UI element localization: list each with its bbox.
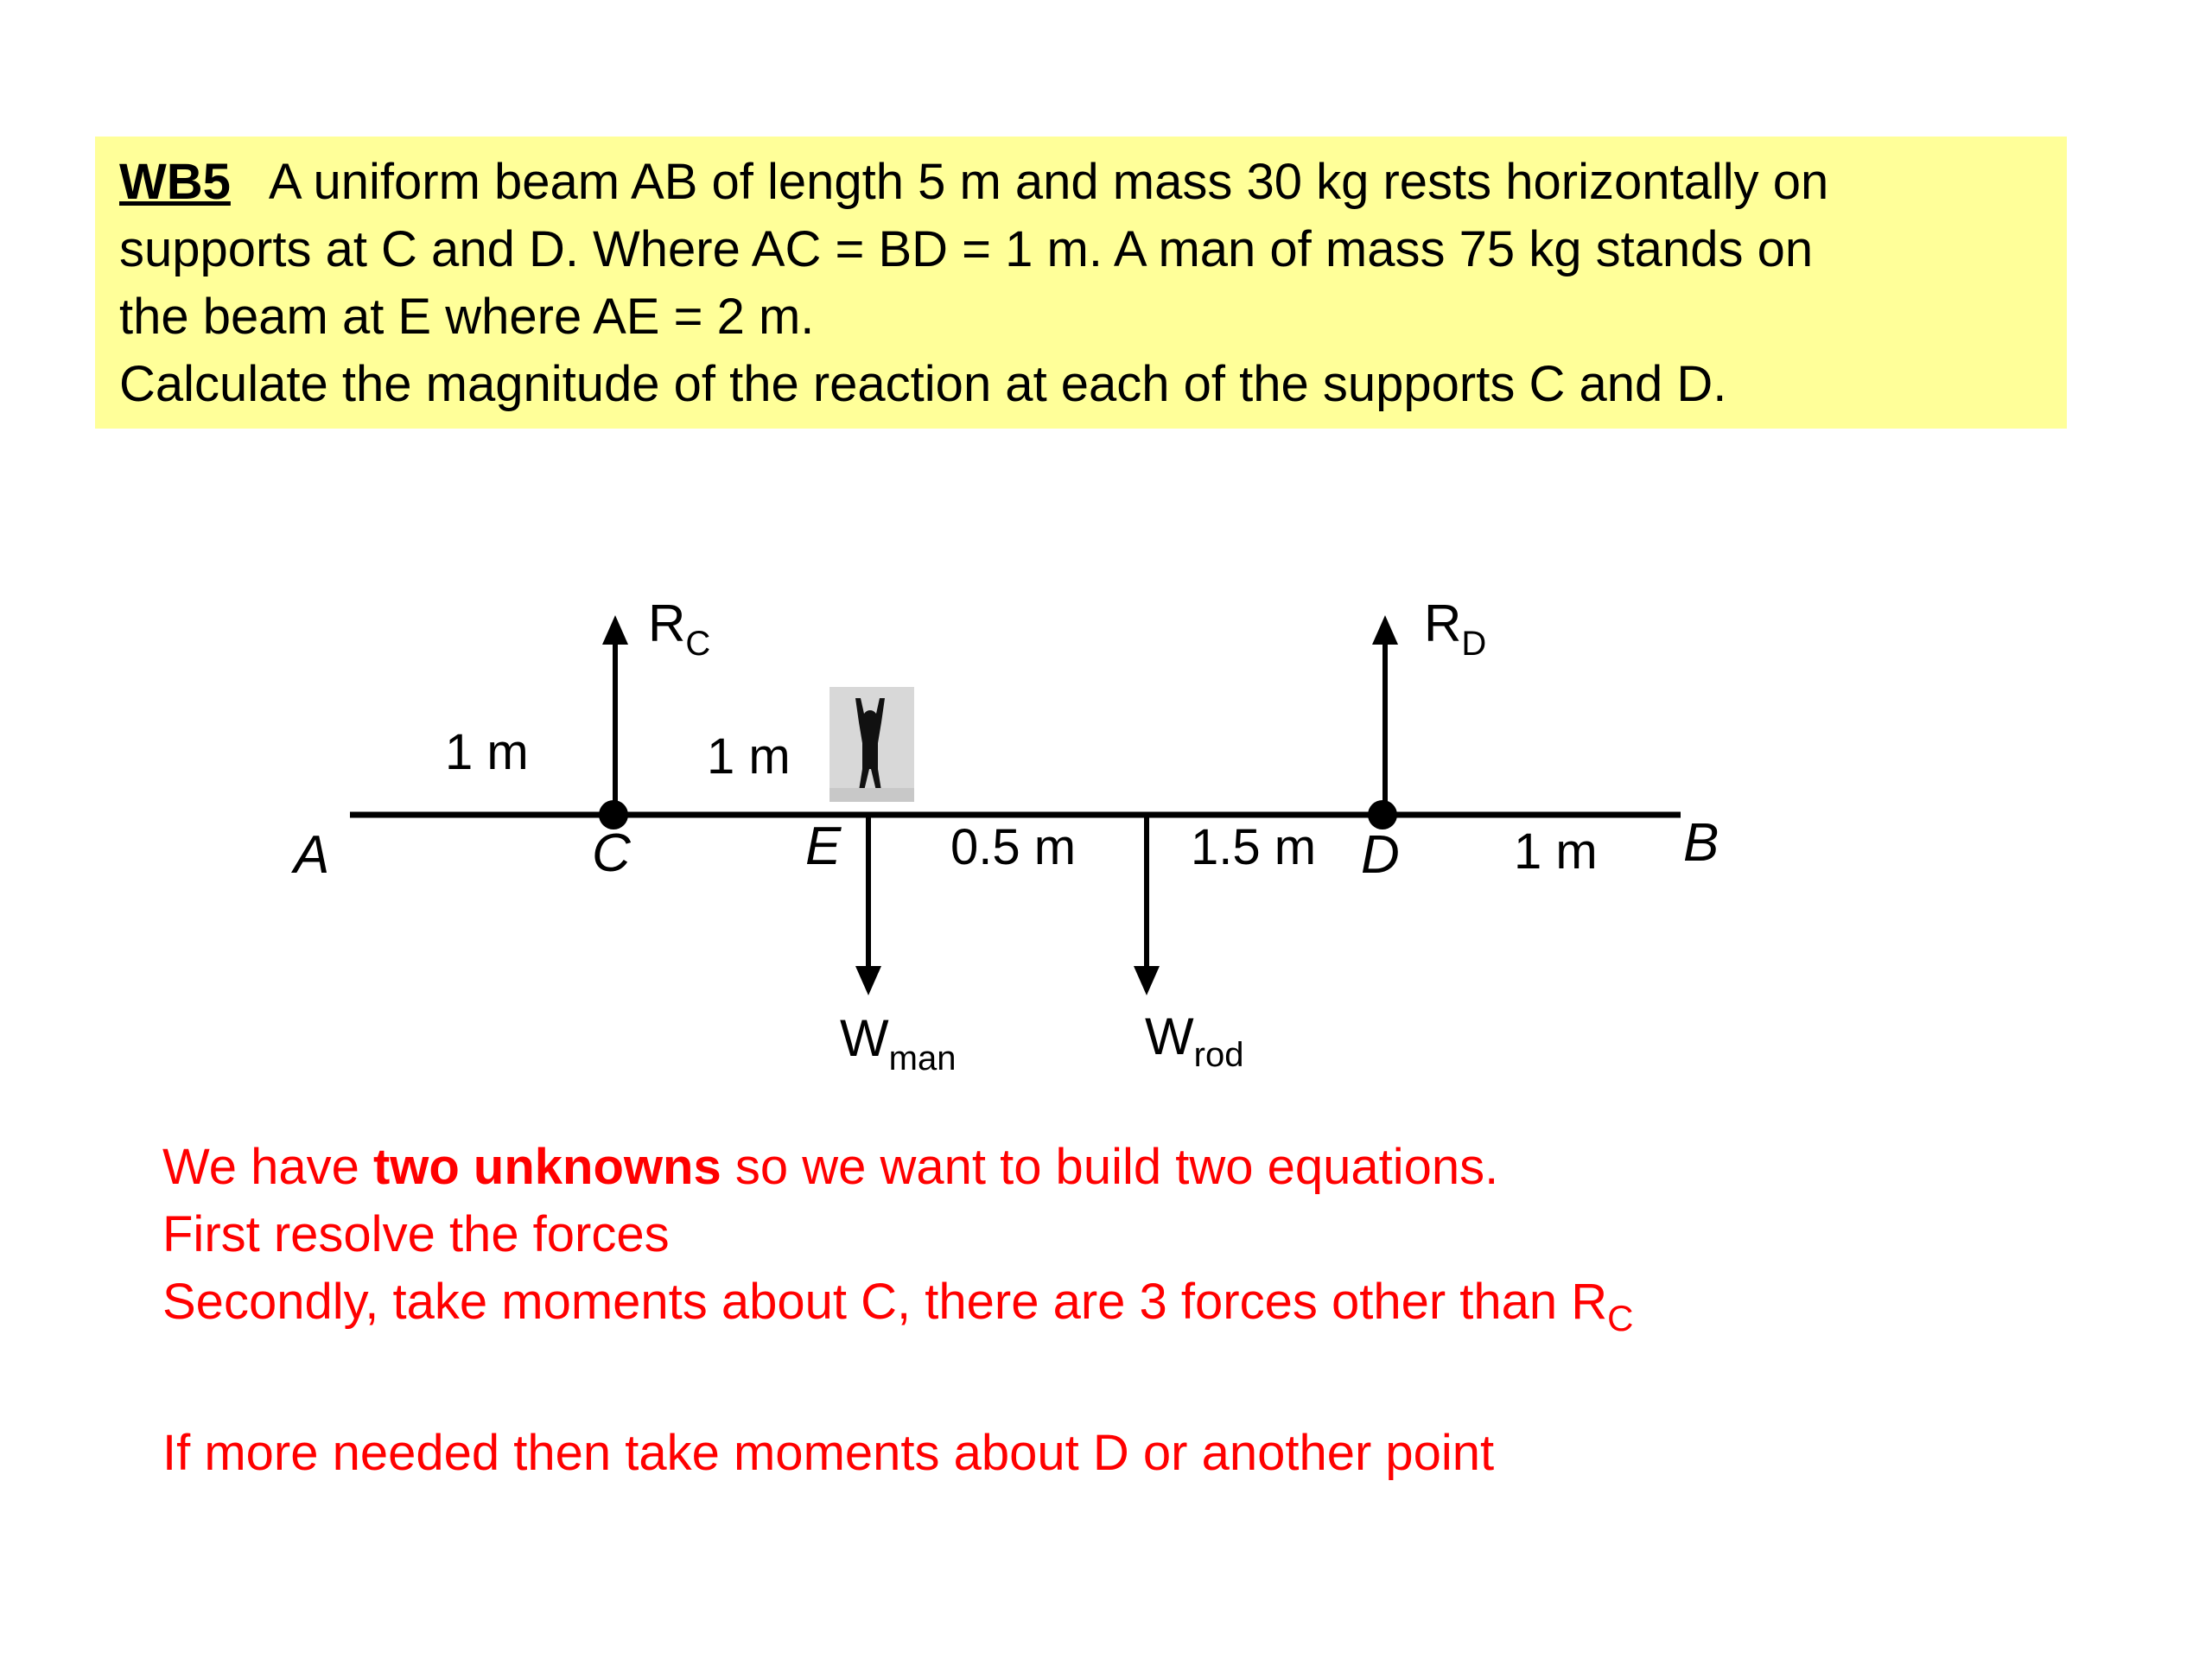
distance-ce-label: 1 m bbox=[707, 728, 791, 785]
distance-mid-d-label: 1.5 m bbox=[1191, 819, 1317, 875]
point-c-label: C bbox=[592, 823, 631, 883]
distance-ac-label: 1 m bbox=[445, 724, 529, 780]
problem-line-2: supports at C and D. Where AC = BD = 1 m. A man of mass 75 kg stands on bbox=[119, 221, 1814, 277]
point-d-label: D bbox=[1361, 825, 1400, 885]
problem-statement-box bbox=[95, 137, 2067, 429]
problem-text-1: A uniform beam AB of length 5 m and mass 30 kg rests horizontally on bbox=[268, 154, 1829, 210]
reaction-c-label: RC bbox=[648, 594, 711, 663]
problem-line-4: Calculate the magnitude of the reaction at each of the supports C and D. bbox=[119, 356, 1727, 412]
problem-line-1 bbox=[119, 149, 2067, 216]
notes-line-4: If more needed then take moments about D or another point bbox=[162, 1425, 1495, 1481]
problem-line-3: the beam at E where AE = 2 m. bbox=[119, 289, 815, 345]
notes-line-3: Secondly, take moments about C, there are 3 forces other than $R_C$ bbox=[162, 1274, 1634, 1338]
weight-man-label: Wman bbox=[840, 1009, 957, 1077]
point-e-label: E bbox=[805, 817, 842, 876]
notes-spacer bbox=[162, 1352, 1634, 1420]
beam-diagram bbox=[0, 484, 2212, 1089]
notes-line-1: We have two unknowns so we want to build two equations. bbox=[162, 1139, 1499, 1195]
reaction-c-arrow bbox=[602, 615, 628, 815]
weight-rod-label: Wrod bbox=[1145, 1007, 1244, 1074]
weight-man-arrow bbox=[855, 815, 881, 995]
reaction-d-arrow bbox=[1372, 615, 1398, 815]
problem-tag: WB5 bbox=[119, 154, 231, 210]
man-figure bbox=[830, 687, 914, 802]
solution-notes bbox=[162, 1134, 1634, 1487]
distance-db-label: 1 m bbox=[1514, 823, 1598, 880]
notes-emphasis: two unknowns bbox=[372, 1139, 721, 1195]
point-a-label: A bbox=[294, 825, 330, 885]
notes-line-2: First resolve the forces bbox=[162, 1206, 670, 1262]
reaction-d-label: RD bbox=[1424, 594, 1487, 663]
distance-e-mid-label: 0.5 m bbox=[950, 819, 1077, 875]
point-b-label: B bbox=[1683, 813, 1719, 873]
weight-rod-arrow bbox=[1134, 815, 1160, 995]
